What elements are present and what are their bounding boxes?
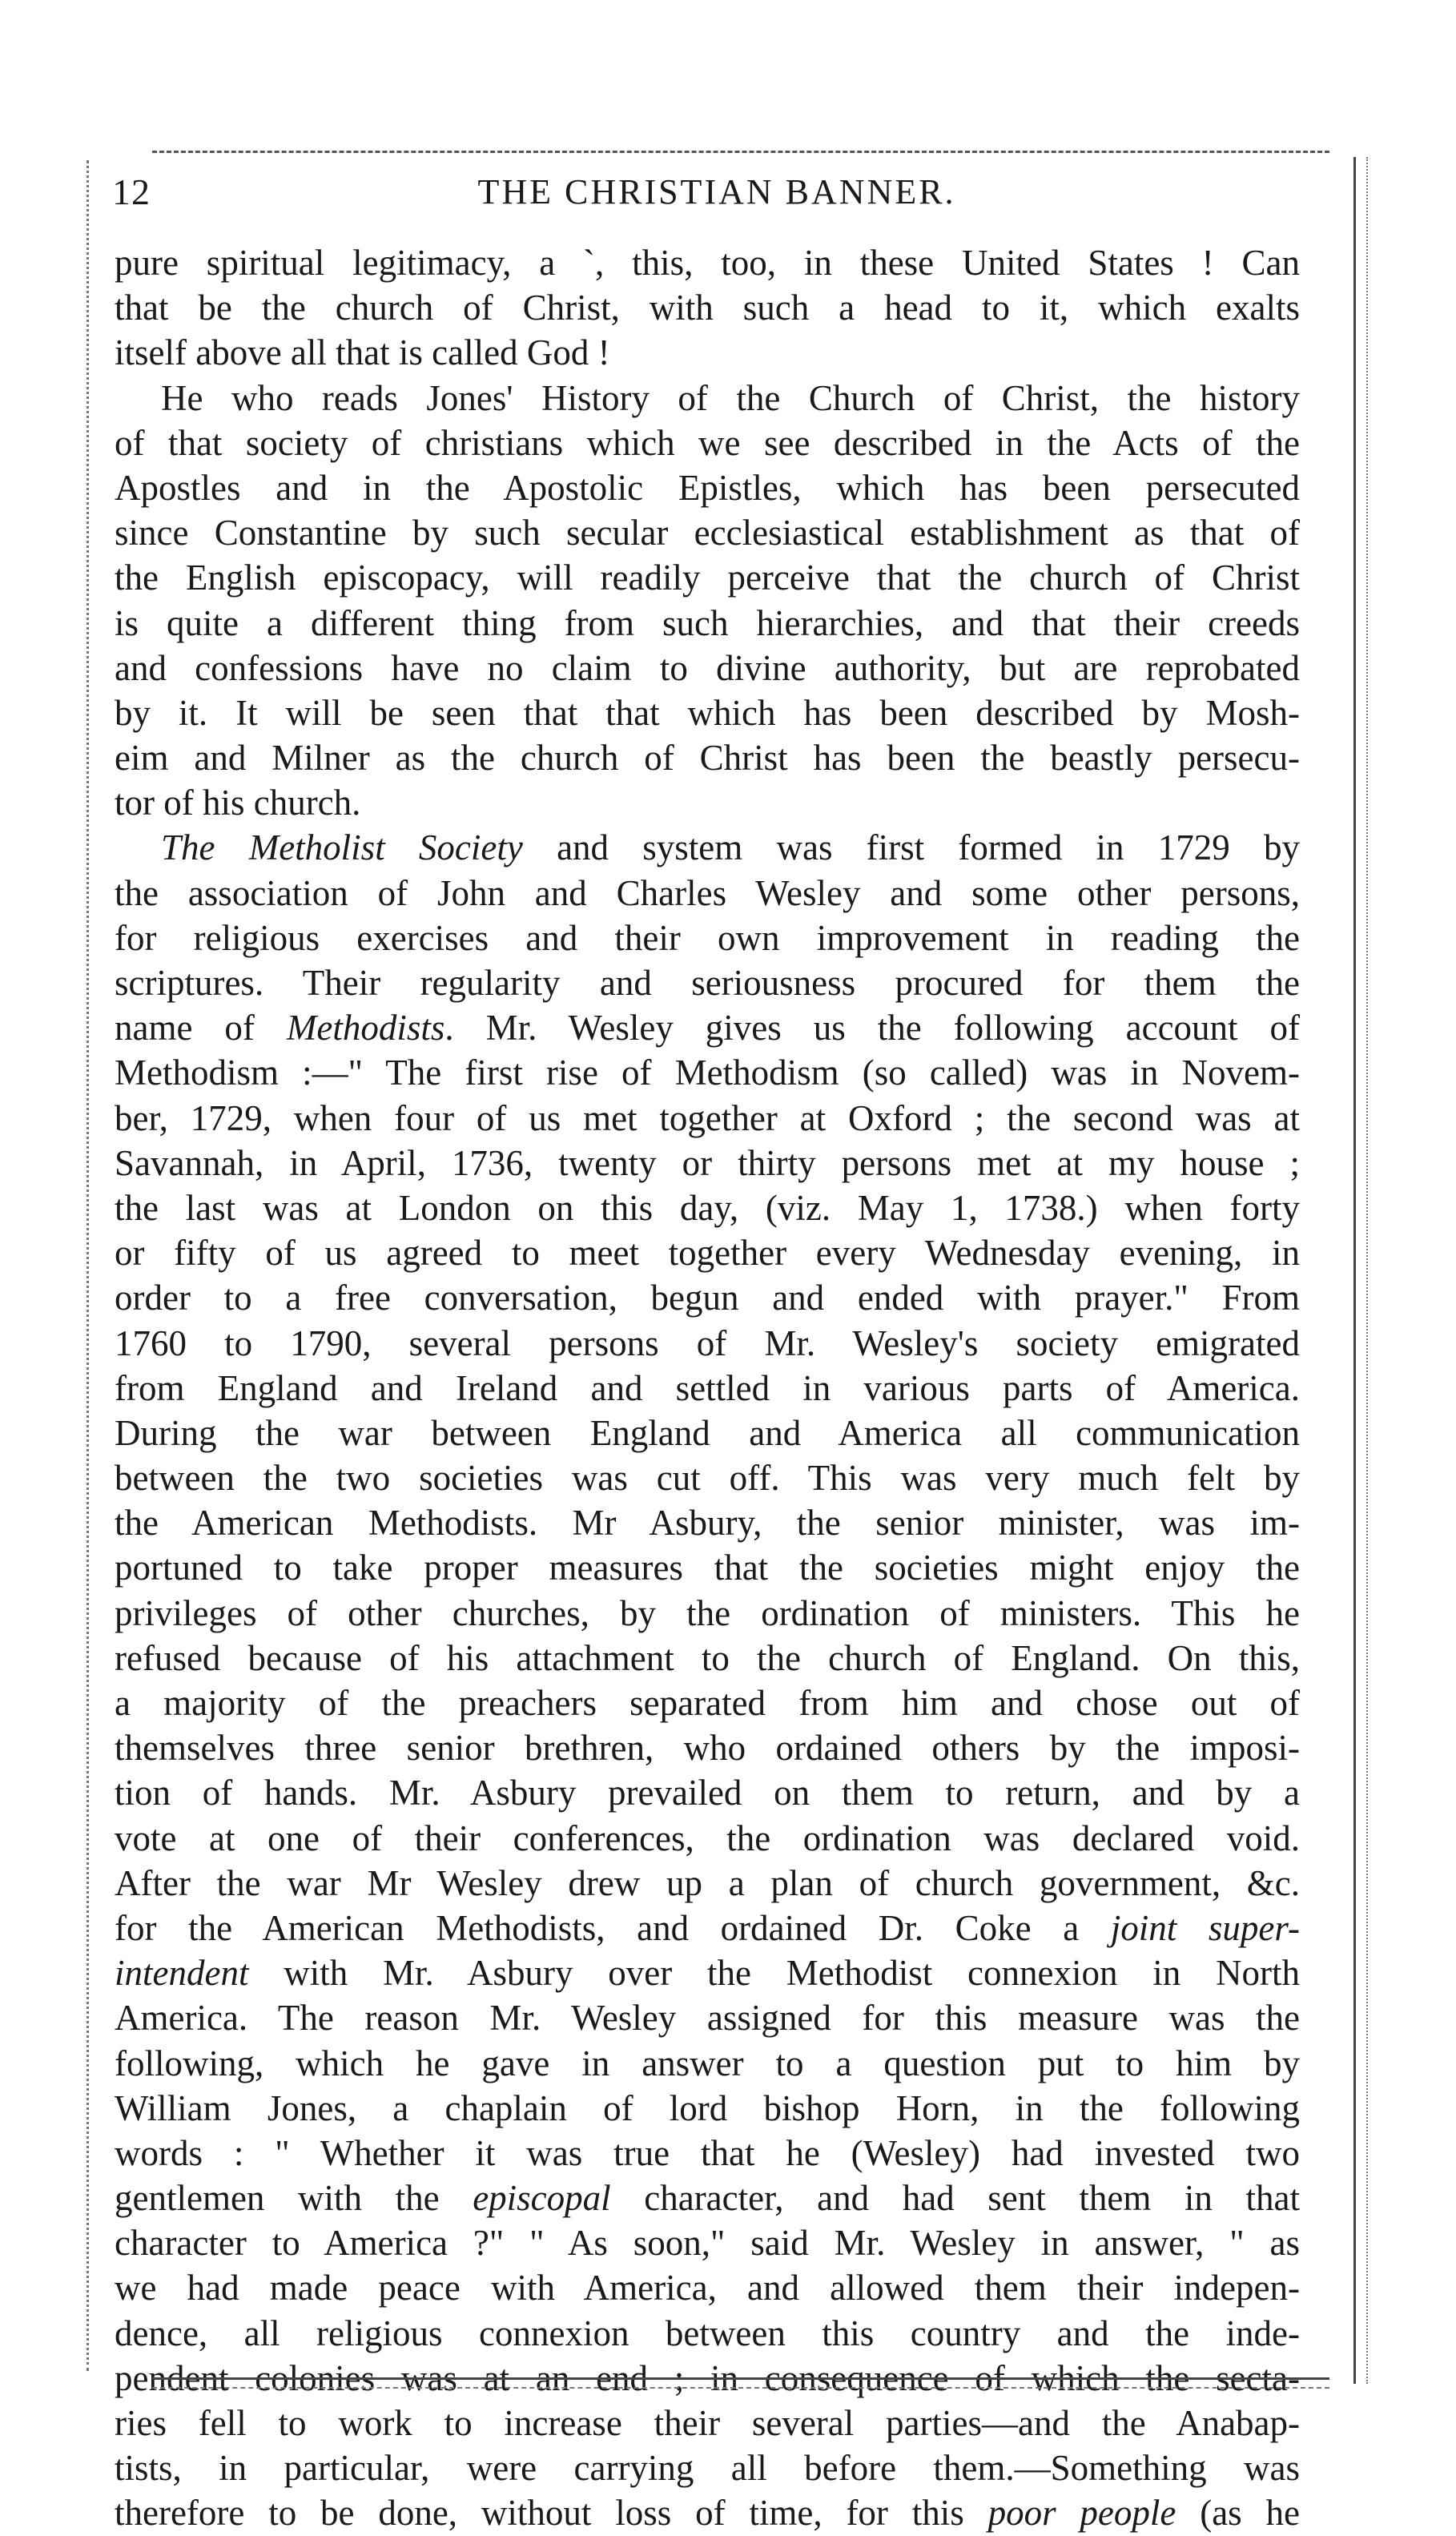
text-run: and confessions have no claim to divine authority, but are reprobated — [115, 647, 1300, 688]
text-run: for religious exercises and their own improvement in reading the — [115, 917, 1300, 958]
italic-run: poor people — [987, 2493, 1176, 2534]
text-line — [115, 2041, 1300, 2086]
text-run: gentlemen with the — [115, 2178, 473, 2219]
text-line — [115, 1725, 1300, 1770]
text-run: 1760 to 1790, several persons of Mr. Wesley's society emigrated — [115, 1322, 1300, 1363]
text-line — [115, 2220, 1300, 2265]
text-line — [115, 1411, 1300, 1455]
text-line — [115, 960, 1300, 1005]
text-run: the English episcopacy, will readily perceive that the church of Christ — [115, 558, 1300, 598]
text-line — [115, 871, 1300, 916]
text-line — [115, 1005, 1300, 1050]
text-run: that be the church of Christ, with such a head to it, which exalts — [115, 288, 1300, 328]
text-line — [115, 2401, 1300, 2445]
text-run: William Jones, a chaplain of lord bishop Horn, in the following — [115, 2087, 1300, 2128]
text-line — [115, 1950, 1300, 1995]
italic-run: episcopal — [473, 2178, 611, 2219]
text-line — [115, 240, 1300, 285]
text-line — [115, 330, 1300, 375]
text-run: is quite a different thing from such hierarchies, and that their creeds — [115, 602, 1300, 643]
text-run: Methodism :—" The first rise of Methodism (so called) was in Novem- — [115, 1053, 1300, 1093]
text-line — [115, 1545, 1300, 1590]
bottom-rule — [152, 2377, 1329, 2380]
text-run: or fifty of us agreed to meet together every Wednesday evening, in — [115, 1233, 1300, 1274]
text-run: He who reads Jones' History of the Church of Christ, the history — [161, 377, 1300, 418]
text-run: since Constantine by such secular ecclesiastical establishment as that of — [115, 513, 1300, 553]
text-run: therefore to be done, without loss of time, for this — [115, 2493, 988, 2534]
text-line — [115, 1185, 1300, 1230]
text-line — [115, 2265, 1300, 2310]
text-line — [115, 825, 1300, 870]
text-line — [115, 646, 1300, 690]
text-run: privileges of other churches, by the ordination of ministers. This he — [115, 1592, 1300, 1633]
text-line — [115, 1591, 1300, 1636]
text-line — [115, 1230, 1300, 1275]
text-run: of that society of christians which we see described in the Acts of the — [115, 422, 1300, 463]
text-line — [115, 376, 1300, 421]
text-run: tists, in particular, were carrying all before them.—Something was — [115, 2448, 1300, 2489]
text-run: eim and Milner as the church of Christ has been the beastly persecu- — [115, 738, 1300, 779]
text-run: Apostles and in the Apostolic Epistles, which has been persecuted — [115, 467, 1300, 508]
text-line — [115, 1770, 1300, 1815]
text-run: we had made peace with America, and allowed them their indepen- — [115, 2268, 1300, 2309]
text-run-after: . Mr. Wesley gives us the following account of — [444, 1008, 1301, 1049]
text-run: the association of John and Charles Wesley and some other persons, — [115, 872, 1300, 913]
text-line — [115, 555, 1300, 600]
text-line — [115, 2176, 1300, 2220]
text-line — [115, 601, 1300, 646]
text-run: character to America ?" " As soon," said Mr. Wesley in answer, " as — [115, 2223, 1300, 2264]
text-run: the last was at London on this day, (viz. May 1, 1738.) when forty — [115, 1187, 1300, 1228]
text-line — [115, 285, 1300, 330]
italic-run: joint super- — [1110, 1907, 1301, 1948]
text-run: order to a free conversation, begun and ended with prayer." From — [115, 1278, 1300, 1318]
italic-run: Methodists — [286, 1008, 445, 1049]
text-line — [115, 1050, 1300, 1095]
text-run: from England and Ireland and settled in various parts of America. — [115, 1367, 1300, 1408]
text-line — [115, 780, 1300, 825]
text-run: scriptures. Their regularity and seriousness procured for them the — [115, 963, 1300, 1003]
text-run-after: with Mr. Asbury over the Methodist connexion in North — [248, 1953, 1300, 1994]
text-run: tor of his church. — [115, 783, 361, 823]
text-run: itself above all that is called God ! — [115, 332, 610, 373]
italic-run: The Metholist Society — [161, 827, 523, 868]
text-line — [115, 421, 1300, 465]
text-line — [115, 1366, 1300, 1411]
text-run: pure spiritual legitimacy, a `, this, too, in these United States ! Can — [115, 243, 1300, 283]
text-line — [115, 1906, 1300, 1950]
text-run: ber, 1729, when four of us met together at Oxford ; the second was at — [115, 1097, 1300, 1138]
italic-run: intendent — [115, 1953, 249, 1994]
text-line — [115, 1861, 1300, 1906]
text-line — [115, 2311, 1300, 2356]
text-run: pendent colonies was at an end ; in consequence of which the secta- — [115, 2357, 1300, 2398]
text-line — [115, 1275, 1300, 1320]
left-margin-rule — [86, 160, 89, 2371]
text-line — [115, 1141, 1300, 1185]
text-line — [115, 1995, 1300, 2040]
text-run: between the two societies was cut off. This was very much felt by — [115, 1458, 1300, 1499]
page-number: 12 — [112, 171, 151, 212]
top-rule — [152, 151, 1329, 153]
text-run: refused because of his attachment to the church of England. On this, — [115, 1637, 1300, 1678]
running-title: THE CHRISTIAN BANNER. — [477, 172, 956, 211]
text-line — [115, 916, 1300, 960]
text-run-after: character, and had sent them in that — [610, 2178, 1300, 2219]
bottom-rule-secondary — [152, 2387, 1329, 2389]
text-line — [115, 1096, 1300, 1141]
text-run: by it. It will be seen that that which has been described by Mosh- — [115, 692, 1300, 733]
text-run: America. The reason Mr. Wesley assigned for this measure was the — [115, 1998, 1300, 2039]
text-run-after: (as he — [1176, 2493, 1300, 2534]
text-line — [115, 2445, 1300, 2490]
text-line — [115, 465, 1300, 510]
text-run: the American Methodists. Mr Asbury, the senior minister, was im- — [115, 1503, 1300, 1544]
text-line — [115, 2086, 1300, 2131]
text-line — [115, 1455, 1300, 1500]
text-line — [115, 1816, 1300, 1861]
text-run: name of — [115, 1008, 287, 1049]
text-line — [115, 1321, 1300, 1366]
text-run-after: and system was first formed in 1729 by — [522, 827, 1300, 868]
right-border-rule-inner — [1366, 157, 1368, 2384]
text-line — [115, 1636, 1300, 1681]
text-line — [115, 510, 1300, 555]
text-line — [115, 1681, 1300, 1725]
text-line — [115, 1500, 1300, 1545]
text-run: for the American Methodists, and ordained Dr. Coke a — [115, 1907, 1111, 1948]
text-run: portuned to take proper measures that the societies might enjoy the — [115, 1548, 1300, 1588]
body-text — [115, 240, 1300, 2536]
text-line — [115, 735, 1300, 780]
text-run: themselves three senior brethren, who ordained others by the imposi- — [115, 1728, 1300, 1769]
text-run: Savannah, in April, 1736, twenty or thirty persons met at my house ; — [115, 1142, 1300, 1183]
text-run: vote at one of their conferences, the ordination was declared void. — [115, 1817, 1300, 1858]
text-run: During the war between England and America all communication — [115, 1412, 1300, 1453]
right-border-rule — [1353, 157, 1356, 2384]
text-run: tion of hands. Mr. Asbury prevailed on them to return, and by a — [115, 1773, 1300, 1813]
text-run: ries fell to work to increase their several parties—and the Anabap- — [115, 2403, 1300, 2443]
text-run: a majority of the preachers separated from him and chose out of — [115, 1683, 1300, 1723]
text-line — [115, 2131, 1300, 2176]
text-line — [115, 2490, 1300, 2535]
page-header — [112, 164, 1321, 220]
text-run: words : " Whether it was true that he (Wesley) had invested two — [115, 2132, 1300, 2173]
text-run: following, which he gave in answer to a question put to him by — [115, 2043, 1300, 2083]
text-run: dence, all religious connexion between this country and the inde- — [115, 2313, 1300, 2353]
text-run: After the war Mr Wesley drew up a plan of church government, &c. — [115, 1862, 1300, 1903]
text-line — [115, 690, 1300, 735]
